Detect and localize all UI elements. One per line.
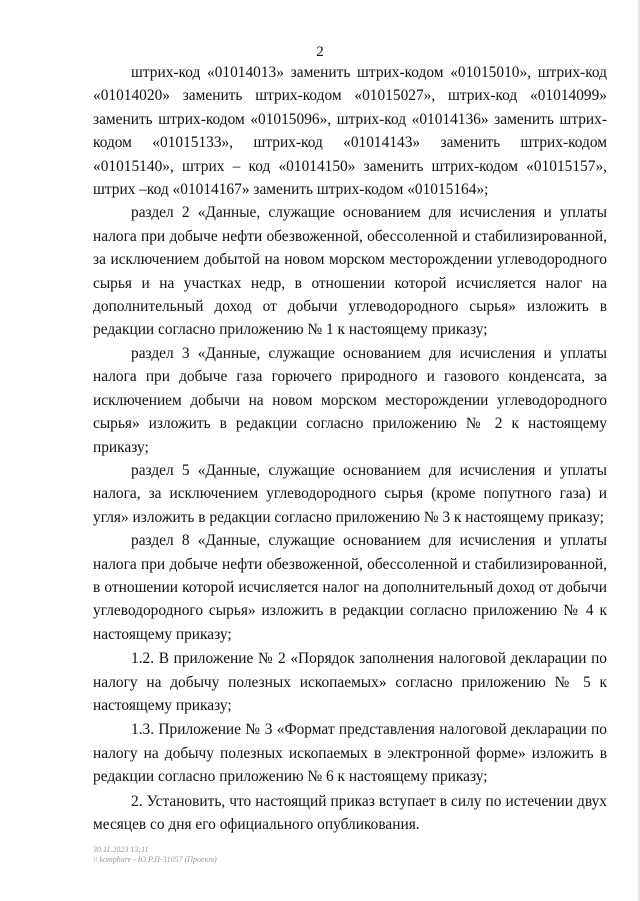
- footer-file-reference: \\ komphare - Ю.Р.П-31057 (Проект): [93, 855, 217, 864]
- document-footer-stamp: [93, 845, 217, 865]
- paragraph-section-8: раздел 8 «Данные, служащие основанием для исчисления и уплаты налога при добыче нефти обезвоженной, обессоленной и стабилизированной, в отношении которой исчисляется налог на дополнительный доход от добычи углеводородного сырья» изложить в редакции согласно приложению № 4 к настоящему приказу;: [93, 532, 607, 643]
- paragraph-item-2: 2. Установить, что настоящий приказ вступает в силу по истечении двух месяцев со дня его официального опубликования.: [93, 792, 607, 833]
- paragraph-section-2: раздел 2 «Данные, служащие основанием для исчисления и уплаты налога при добыче нефти обезвоженной, обессоленной и стабилизированной, за исключением добытой на новом морском месторождении углеводородного сырья и на участках недр, в отношении которой исчисляется налог на дополнительный доход от добычи углеводородного сырья» изложить в редакции согласно приложению № 1 к настоящему приказу;: [93, 204, 607, 339]
- paragraph-barcodes: штрих-код «01014013» заменить штрих-кодом «01015010», штрих-код «01014020» заменить штрих-кодом «01015027», штрих-код «01014099» заменить штрих-кодом «01015096», штрих-код «01014136» заменить штрих-кодом «01015133», штрих-код «01014143» заменить штрих-кодом «01015140», штрих – код «01014150» заменить штрих-кодом «01015157», штрих –код «01014167» заменить штрих-кодом «01015164»;: [93, 64, 607, 199]
- document-body: [93, 61, 607, 836]
- paragraph-item-1-3: 1.3. Приложение № 3 «Формат представления налоговой декларации по налогу на добычу полезных ископаемых в электронной форме» изложить в редакции согласно приложению № 6 к настоящему приказу;: [93, 721, 607, 786]
- paragraph-section-5: раздел 5 «Данные, служащие основанием для исчисления и уплаты налога, за исключением углеводородного сырья (кроме попутного газа) и угля» изложить в редакции согласно приложению № 3 к настоящему приказу;: [93, 461, 607, 526]
- page-number: 2: [316, 44, 324, 60]
- paragraph-section-3: раздел 3 «Данные, служащие основанием для исчисления и уплаты налога при добыче газа горючего природного и газового конденсата, за исключением добычи на новом морском месторождении углеводородного сырья» изложить в редакции согласно приложению № 2 к настоящему приказу;: [93, 344, 607, 456]
- paragraph-item-1-2: 1.2. В приложение № 2 «Порядок заполнения налоговой декларации по налогу на добычу полезных ископаемых» согласно приложению № 5 к настоящему приказу;: [93, 650, 607, 714]
- footer-date: 30.11.2023 13:11: [93, 845, 149, 854]
